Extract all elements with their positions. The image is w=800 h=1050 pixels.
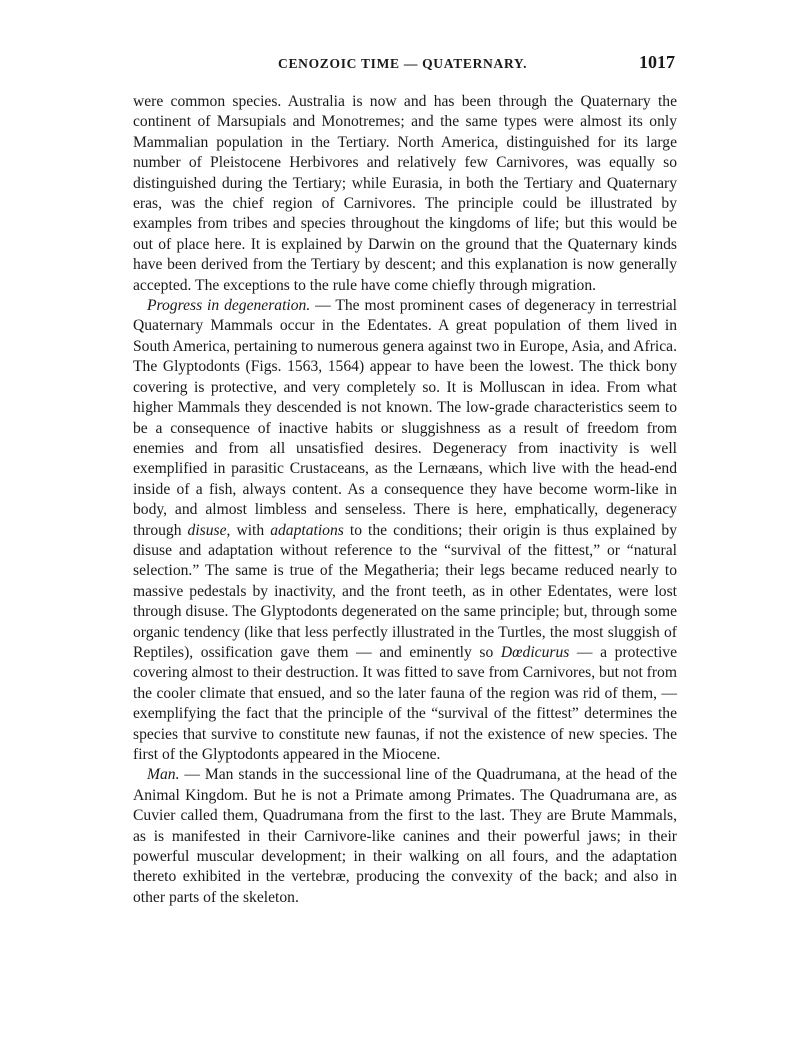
paragraph-text: — a protective covering almost to their destruction. It was fitted to save from Carnivores, but not from the cooler climate that ensued, and so the later fauna of the region was rid of them, — exemplifying the fact that the principle of the “survival of the fittest” determines the species that survive to constitute new faunas, if not the existence of new species. The first of the Glyptodonts appeared in the Miocene. — [133, 643, 677, 763]
section-heading: Progress in degeneration. — [147, 297, 311, 315]
paragraph-man — [133, 765, 677, 908]
running-head — [133, 52, 677, 74]
paragraph-text: to the conditions; their origin is thus explained by disuse and adaptation without reference to the “survival of the fittest,” or “natural selection.” The same is true of the Megatheria; their legs became reduced nearly to massive pedestals by inactivity, and the front teeth, as in other Edentates, were lost through disuse. The Glyptodonts degenerated on the same principle; but, through some organic tendency (like that less perfectly illustrated in the Turtles, the most sluggish of Reptiles), ossification gave them — and eminently so — [133, 521, 677, 661]
page-number: 1017 — [639, 52, 675, 72]
paragraph-text: were common species. Australia is now and has been through the Quaternary the continent of Marsupials and Monotremes; and the same types were almost its only Mammalian population in the Tertiary. North America, distinguished for its large number of Pleistocene Herbivores and relatively few Carnivores, was equally so distinguished during the Tertiary; while Eurasia, in both the Tertiary and Quaternary eras, was the chief region of Carnivores. The principle could be illustrated by examples from tribes and species throughout the kingdoms of life; but this would be out of place here. It is explained by Darwin on the ground that the Quaternary kinds have been derived from the Tertiary by descent; and this explanation is now generally accepted. The exceptions to the rule have come chiefly through migration. — [133, 93, 677, 294]
italic-term: adaptations — [270, 521, 344, 539]
italic-term: disuse — [187, 521, 227, 539]
paragraph-continuation — [133, 92, 677, 296]
paragraph-text: — Man stands in the successional line of the Quadrumana, at the head of the Animal Kingdom. But he is not a Primate among Primates. The Quadrumana are, as Cuvier called them, Quadrumana from the first to the last. They are Brute Mammals, as is manifested in their Carnivore-like canines and their powerful jaws; in their powerful muscular development; in their walking on all fours, and the adaptation thereto exhibited in the vertebræ, producing the convexity of the back; and also in other parts of the skeleton. — [133, 766, 677, 906]
paragraph-text: — The most prominent cases of degeneracy in terrestrial Quaternary Mammals occur in the Edentates. A great population of them lived in South America, pertaining to numerous genera against two in Europe, Asia, and Africa. The Glyptodonts (Figs. 1563, 1564) appear to have been the lowest. The thick bony covering is protective, and very completely so. It is Molluscan in idea. From what higher Mammals they descended is not known. The low-grade characteristics seem to be a consequence of inactive habits or sluggishness as a result of freedom from enemies and from all unsatisfied desires. Degeneracy from inactivity is well exemplified in parasitic Crustaceans, as the Lernæans, which live with the head-end inside of a fish, always content. As a consequence they have become worm-like in body, and almost limbless and senseless. There is here, emphatically, degeneracy through — [133, 297, 677, 539]
italic-genus-name: Dœdicurus — [500, 643, 570, 661]
book-page — [133, 52, 677, 908]
section-heading: Man. — [147, 766, 180, 784]
running-title: CENOZOIC TIME — QUATERNARY. — [278, 56, 528, 71]
paragraph-text: , with — [226, 521, 271, 539]
body-text — [133, 92, 677, 908]
paragraph-progress-in-degeneration — [133, 296, 677, 765]
